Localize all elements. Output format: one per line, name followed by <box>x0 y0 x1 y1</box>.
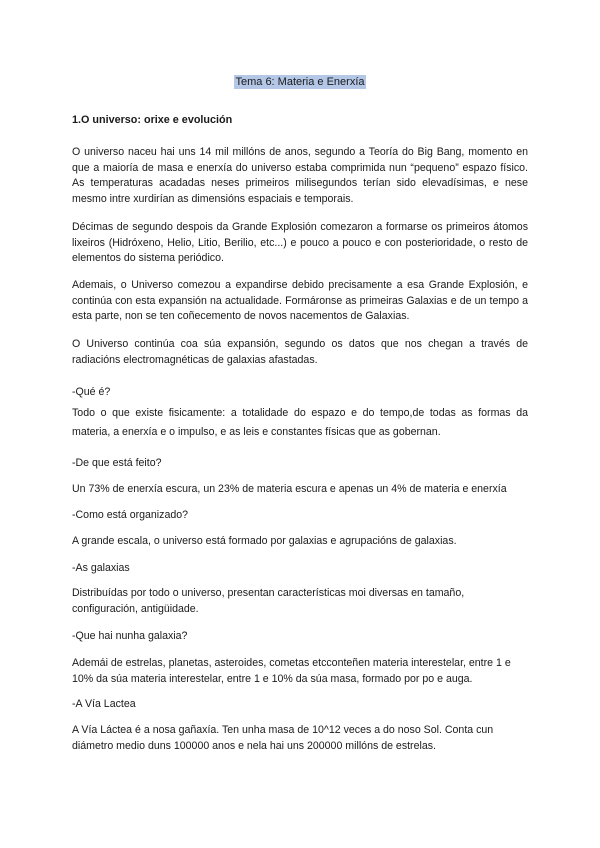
question-milky-way: -A Vía Lactea <box>72 698 136 710</box>
question-galaxies: -As galaxias <box>72 562 130 574</box>
answer-galaxies: Distribuídas por todo o universo, presentan características moi diversas en tamaño, configuración, antigüidade. <box>72 587 465 615</box>
section-heading: 1.O universo: orixe e evolución <box>72 114 233 126</box>
answer-made-of: Un 73% de enerxía escura, un 23% de materia escura e apenas un 4% de materia e enerxía <box>72 483 507 495</box>
paragraph-big-bang: O universo naceu hai uns 14 mil millóns de anos, segundo a Teoría do Big Bang, momento en que a maioría de masa e enerxía do universo estaba comprimida nun “pequeno” espazo físico. As temperaturas acadadas neses primeiros milisegundos terían sido elevadísimas, e nese mesmo intre xurdirían as dimensións espaciais e temporais. <box>72 146 528 205</box>
answer-in-galaxy: Ademái de estrelas, planetas, asteroides, cometas etcconteñen materia interestelar, entre 1 e 10% da súa materia interestelar, entre 1 e 10% da súa masa, formado por po e auga. <box>72 657 511 685</box>
answer-what-is: Todo o que existe fisicamente: a totalidade do espazo e do tempo,de todas as formas da materia, a enerxía e o impulso, e as leis e constantes físicas que as gobernan. <box>72 407 528 438</box>
question-in-galaxy: -Que hai nunha galaxia? <box>72 630 188 642</box>
paragraph-continues-expansion: O Universo continúa coa súa expansión, segundo os datos que nos chegan a través de radiacións electromagnéticas de galaxias afastadas. <box>72 338 528 366</box>
paragraph-first-atoms: Décimas de segundo despois da Grande Explosión comezaron a formarse os primeiros átomos lixeiros (Hidróxeno, Helio, Litio, Berilio, etc...) e pouco a pouco e con posterioridade, o resto de elementos do sistema periódico. <box>72 221 528 264</box>
question-what-is: -Qué é? <box>72 386 111 398</box>
document-title[interactable]: Tema 6: Materia e Enerxía <box>235 76 365 88</box>
answer-organized: A grande escala, o universo está formado por galaxias e agrupacións de galaxias. <box>72 535 457 547</box>
question-made-of: -De que está feito? <box>72 457 162 469</box>
question-organized: -Como está organizado? <box>72 509 189 521</box>
answer-milky-way: A Vía Láctea é a nosa gañaxía. Ten unha masa de 10^12 veces a do noso Sol. Conta cun diámetro medio duns 100000 anos e nela hai uns 200000 millóns de estrelas. <box>72 724 494 752</box>
title-line <box>0 72 600 90</box>
paragraph-expansion: Ademais, o Universo comezou a expandirse debido precisamente a esa Grande Explosión, e continúa con esta expansión na actualidade. Formáronse as primeiras Galaxias e de un tempo a esta parte, non se ten coñecemento de novos nacementos de Galaxias. <box>72 279 528 322</box>
